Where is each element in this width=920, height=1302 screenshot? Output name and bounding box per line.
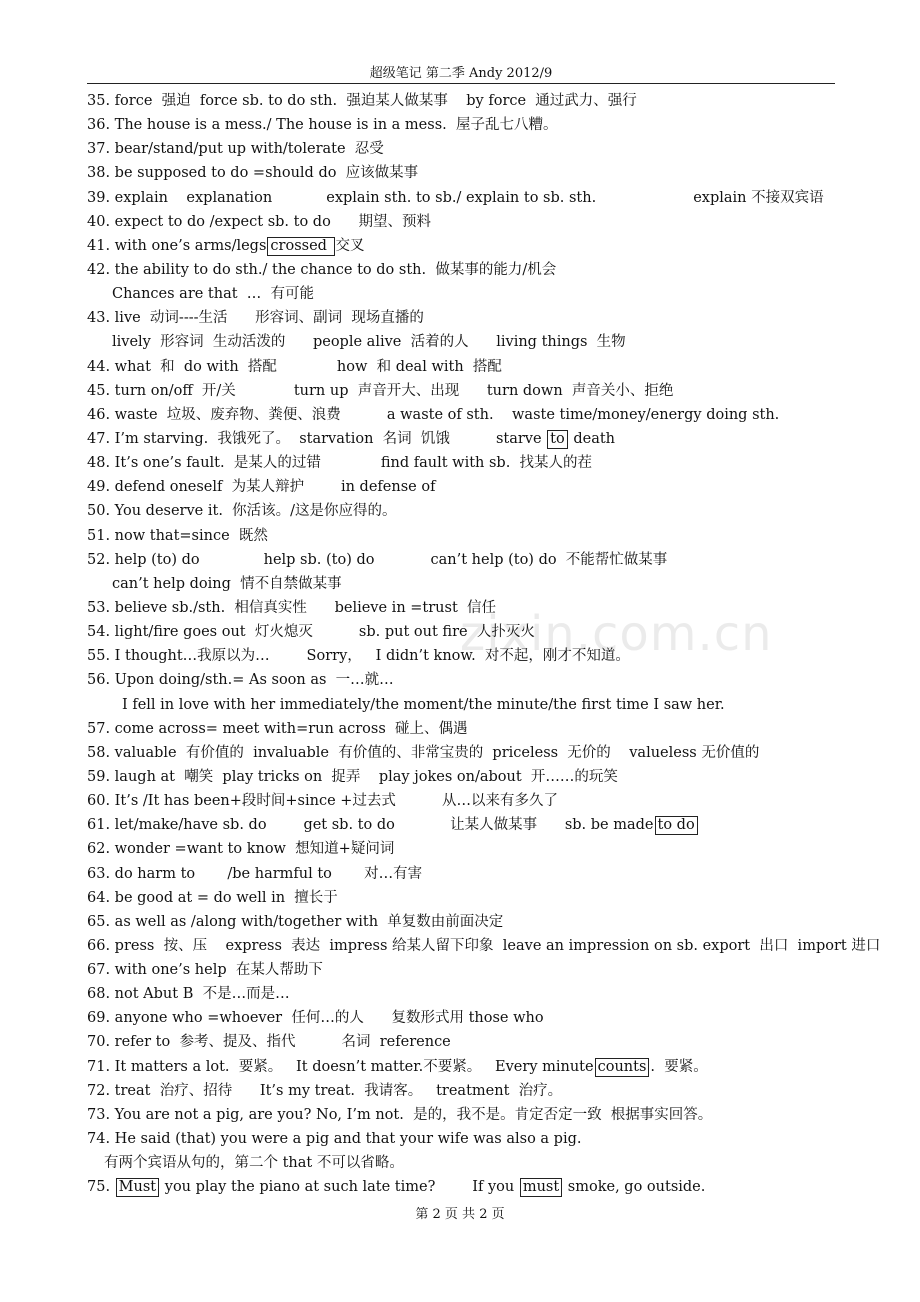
note-text: 72. treat 治疗、招待 It’s my treat. 我请客。 treatment 治疗。 xyxy=(87,1082,563,1099)
note-text: 37. bear/stand/put up with/tolerate 忍受 xyxy=(87,141,384,158)
note-text: I fell in love with her immediately/the moment/the minute/the first time I saw her. xyxy=(122,696,725,713)
note-line-64 xyxy=(87,886,847,910)
note-text: 49. defend oneself 为某人辩护 in defense of xyxy=(87,479,436,496)
note-text: 38. be supposed to do =should do 应该做某事 xyxy=(87,165,419,182)
boxed-word: Must xyxy=(116,1178,159,1197)
note-text: 44. what 和 do with 搭配 xyxy=(87,358,277,375)
note-line-56 xyxy=(87,668,847,692)
note-line-66 xyxy=(87,934,881,958)
note-text: 39. explain explanation xyxy=(87,189,273,206)
note-text: 53. believe sb./sth. 相信真实性 believe in =trust 信任 xyxy=(87,599,496,616)
note-text: 75. xyxy=(87,1179,115,1196)
note-text: 56. Upon doing/sth.= As soon as 一…就… xyxy=(87,672,394,689)
note-text: 67. with one’s help 在某人帮助下 xyxy=(87,962,323,979)
note-text: 46. waste 垃圾、废弃物、粪便、浪费 a waste of sth. waste time/money/energy doing sth. xyxy=(87,406,780,423)
note-line-52b xyxy=(87,572,847,596)
note-text: 54. light/fire goes out 灯火熄灭 sb. put out fire 人扑灭火 xyxy=(87,624,535,641)
note-text: you play the piano at such late time? If you xyxy=(160,1179,519,1196)
note-line-36 xyxy=(87,113,847,137)
note-line-37 xyxy=(87,137,847,161)
watermark: zixin.com.cn xyxy=(460,606,773,662)
note-line-47 xyxy=(87,427,847,451)
note-line-43 xyxy=(87,306,847,330)
note-line-44 xyxy=(87,355,847,379)
note-text: 41. with one’s arms/legs xyxy=(87,237,267,254)
note-text: 42. the ability to do sth./ the chance to do sth. 做某事的能力/机会 xyxy=(87,261,557,278)
note-text: 63. do harm to /be harmful to 对…有害 xyxy=(87,865,423,882)
note-text: 51. now that=since 既然 xyxy=(87,527,268,544)
note-text: 68. not Abut B 不是…而是… xyxy=(87,986,290,1003)
note-line-52 xyxy=(87,548,847,572)
note-line-48 xyxy=(87,451,847,475)
note-line-65 xyxy=(87,910,847,934)
note-line-62 xyxy=(87,837,847,861)
note-text: 52. help (to) do xyxy=(87,551,200,568)
note-line-72 xyxy=(87,1079,847,1103)
note-line-74b xyxy=(87,1151,847,1175)
note-text: 64. be good at = do well in 擅长于 xyxy=(87,889,338,906)
note-line-74 xyxy=(87,1127,847,1151)
note-text: 36. The house is a mess./ The house is in a mess. 屋子乱七八糟。 xyxy=(87,117,558,134)
note-line-42b xyxy=(87,282,847,306)
note-line-46 xyxy=(87,403,847,427)
note-text: help sb. (to) do xyxy=(263,551,375,568)
note-text: 40. expect to do /expect sb. to do 期望、预料 xyxy=(87,213,431,230)
note-text: smoke, go outside. xyxy=(563,1179,706,1196)
boxed-word: must xyxy=(520,1178,562,1197)
note-text: can’t help (to) do 不能帮忙做某事 xyxy=(430,551,668,568)
note-text: 59. laugh at 嘲笑 play tricks on 捉弄 play jokes on/about 开……的玩笑 xyxy=(87,768,618,785)
note-text: 62. wonder =want to know 想知道+疑问词 xyxy=(87,841,395,858)
note-text: 71. It matters a lot. 要紧。 It doesn’t matter.不要紧。 Every minute xyxy=(87,1058,594,1075)
note-line-59 xyxy=(87,765,847,789)
boxed-word: crossed xyxy=(267,237,334,256)
note-text: 70. refer to 参考、提及、指代 名词 reference xyxy=(87,1034,451,1051)
note-text: 58. valuable 有价值的 invaluable 有价值的、非常宝贵的 priceless 无价的 valueless 无价值的 xyxy=(87,744,760,761)
note-line-70 xyxy=(87,1030,847,1054)
note-line-42 xyxy=(87,258,847,282)
note-line-58 xyxy=(87,741,847,765)
note-text: 48. It’s one’s fault. 是某人的过错 xyxy=(87,455,321,472)
note-text: 65. as well as /along with/together with 单复数由前面决定 xyxy=(87,913,504,930)
note-text: . 要紧。 xyxy=(650,1058,708,1075)
note-line-49 xyxy=(87,475,847,499)
note-text: find fault with sb. 找某人的茬 xyxy=(380,455,593,472)
note-text: 55. I thought…我原以为… Sorry， I didn’t know. 对不起，刚才不知道。 xyxy=(87,648,630,665)
note-line-68 xyxy=(87,982,847,1006)
note-text: explain sth. to sb./ explain to sb. sth. xyxy=(326,189,597,206)
note-text: 43. live 动词----生活 形容词、副词 现场直播的 xyxy=(87,310,424,327)
note-line-43b xyxy=(87,330,847,354)
note-text: 73. You are not a pig, are you? No, I’m not. 是的，我不是。肯定否定一致 根据事实回答。 xyxy=(87,1106,713,1123)
note-line-61 xyxy=(87,813,847,837)
note-line-53 xyxy=(87,596,847,620)
note-text: 69. anyone who =whoever 任何…的人 复数形式用 those who xyxy=(87,1010,544,1027)
note-line-55 xyxy=(87,644,847,668)
note-line-60 xyxy=(87,789,847,813)
note-line-50 xyxy=(87,499,847,523)
note-line-73 xyxy=(87,1103,847,1127)
notes-list xyxy=(87,89,881,1199)
note-line-39 xyxy=(87,186,847,210)
note-text: 50. You deserve it. 你活该。/这是你应得的。 xyxy=(87,503,397,520)
note-line-51 xyxy=(87,524,847,548)
note-line-56b xyxy=(87,693,847,717)
note-text: 61. let/make/have sb. do get sb. to do 让某人做某事 sb. be made xyxy=(87,817,654,834)
note-text: 60. It’s /It has been+段时间+since +过去式 从…以来有多久了 xyxy=(87,793,559,810)
note-text: 45. turn on/off 开/关 xyxy=(87,382,236,399)
note-text: 有两个宾语从句的，第二个 that 不可以省略。 xyxy=(104,1155,404,1172)
note-line-54 xyxy=(87,620,847,644)
note-text: turn up 声音开大、出现 turn down 声音关小、拒绝 xyxy=(293,382,674,399)
note-line-40 xyxy=(87,210,847,234)
note-text: can’t help doing 情不自禁做某事 xyxy=(112,575,342,592)
boxed-word: to do xyxy=(655,816,698,835)
note-text: lively 形容词 生动活泼的 people alive 活着的人 living things 生物 xyxy=(112,334,626,351)
note-text: death xyxy=(568,430,616,447)
note-text: 57. come across= meet with=run across 碰上、偶遇 xyxy=(87,720,468,737)
note-text: 交叉 xyxy=(335,237,365,254)
note-line-75 xyxy=(87,1175,847,1199)
note-line-35 xyxy=(87,89,847,113)
note-text: 74. He said (that) you were a pig and that your wife was also a pig. xyxy=(87,1131,582,1148)
boxed-word: to xyxy=(547,430,568,449)
boxed-word: counts xyxy=(595,1058,650,1077)
note-line-69 xyxy=(87,1006,847,1030)
note-text: how 和 deal with 搭配 xyxy=(336,358,502,375)
note-line-45 xyxy=(87,379,847,403)
note-text: 66. press 按、压 express 表达 impress 给某人留下印象 leave an impression on sb. export 出口 import 进口 xyxy=(87,937,881,954)
note-line-57 xyxy=(87,717,847,741)
note-line-41 xyxy=(87,234,847,258)
note-line-67 xyxy=(87,958,847,982)
page-header: 超级笔记 第二季 Andy 2012/9 xyxy=(87,64,835,84)
note-line-63 xyxy=(87,862,847,886)
note-text: 35. force 强迫 force sb. to do sth. 强迫某人做某事 by force 通过武力、强行 xyxy=(87,93,637,109)
note-line-71 xyxy=(87,1055,847,1079)
note-text: explain 不接双宾语 xyxy=(693,189,824,206)
note-text: Chances are that … 有可能 xyxy=(112,286,315,303)
page-footer: 第 2 页 共 2 页 xyxy=(415,1207,505,1222)
note-text: 47. I’m starving. 我饿死了。 starvation 名词 饥饿 starve xyxy=(87,430,547,447)
note-line-38 xyxy=(87,161,847,185)
